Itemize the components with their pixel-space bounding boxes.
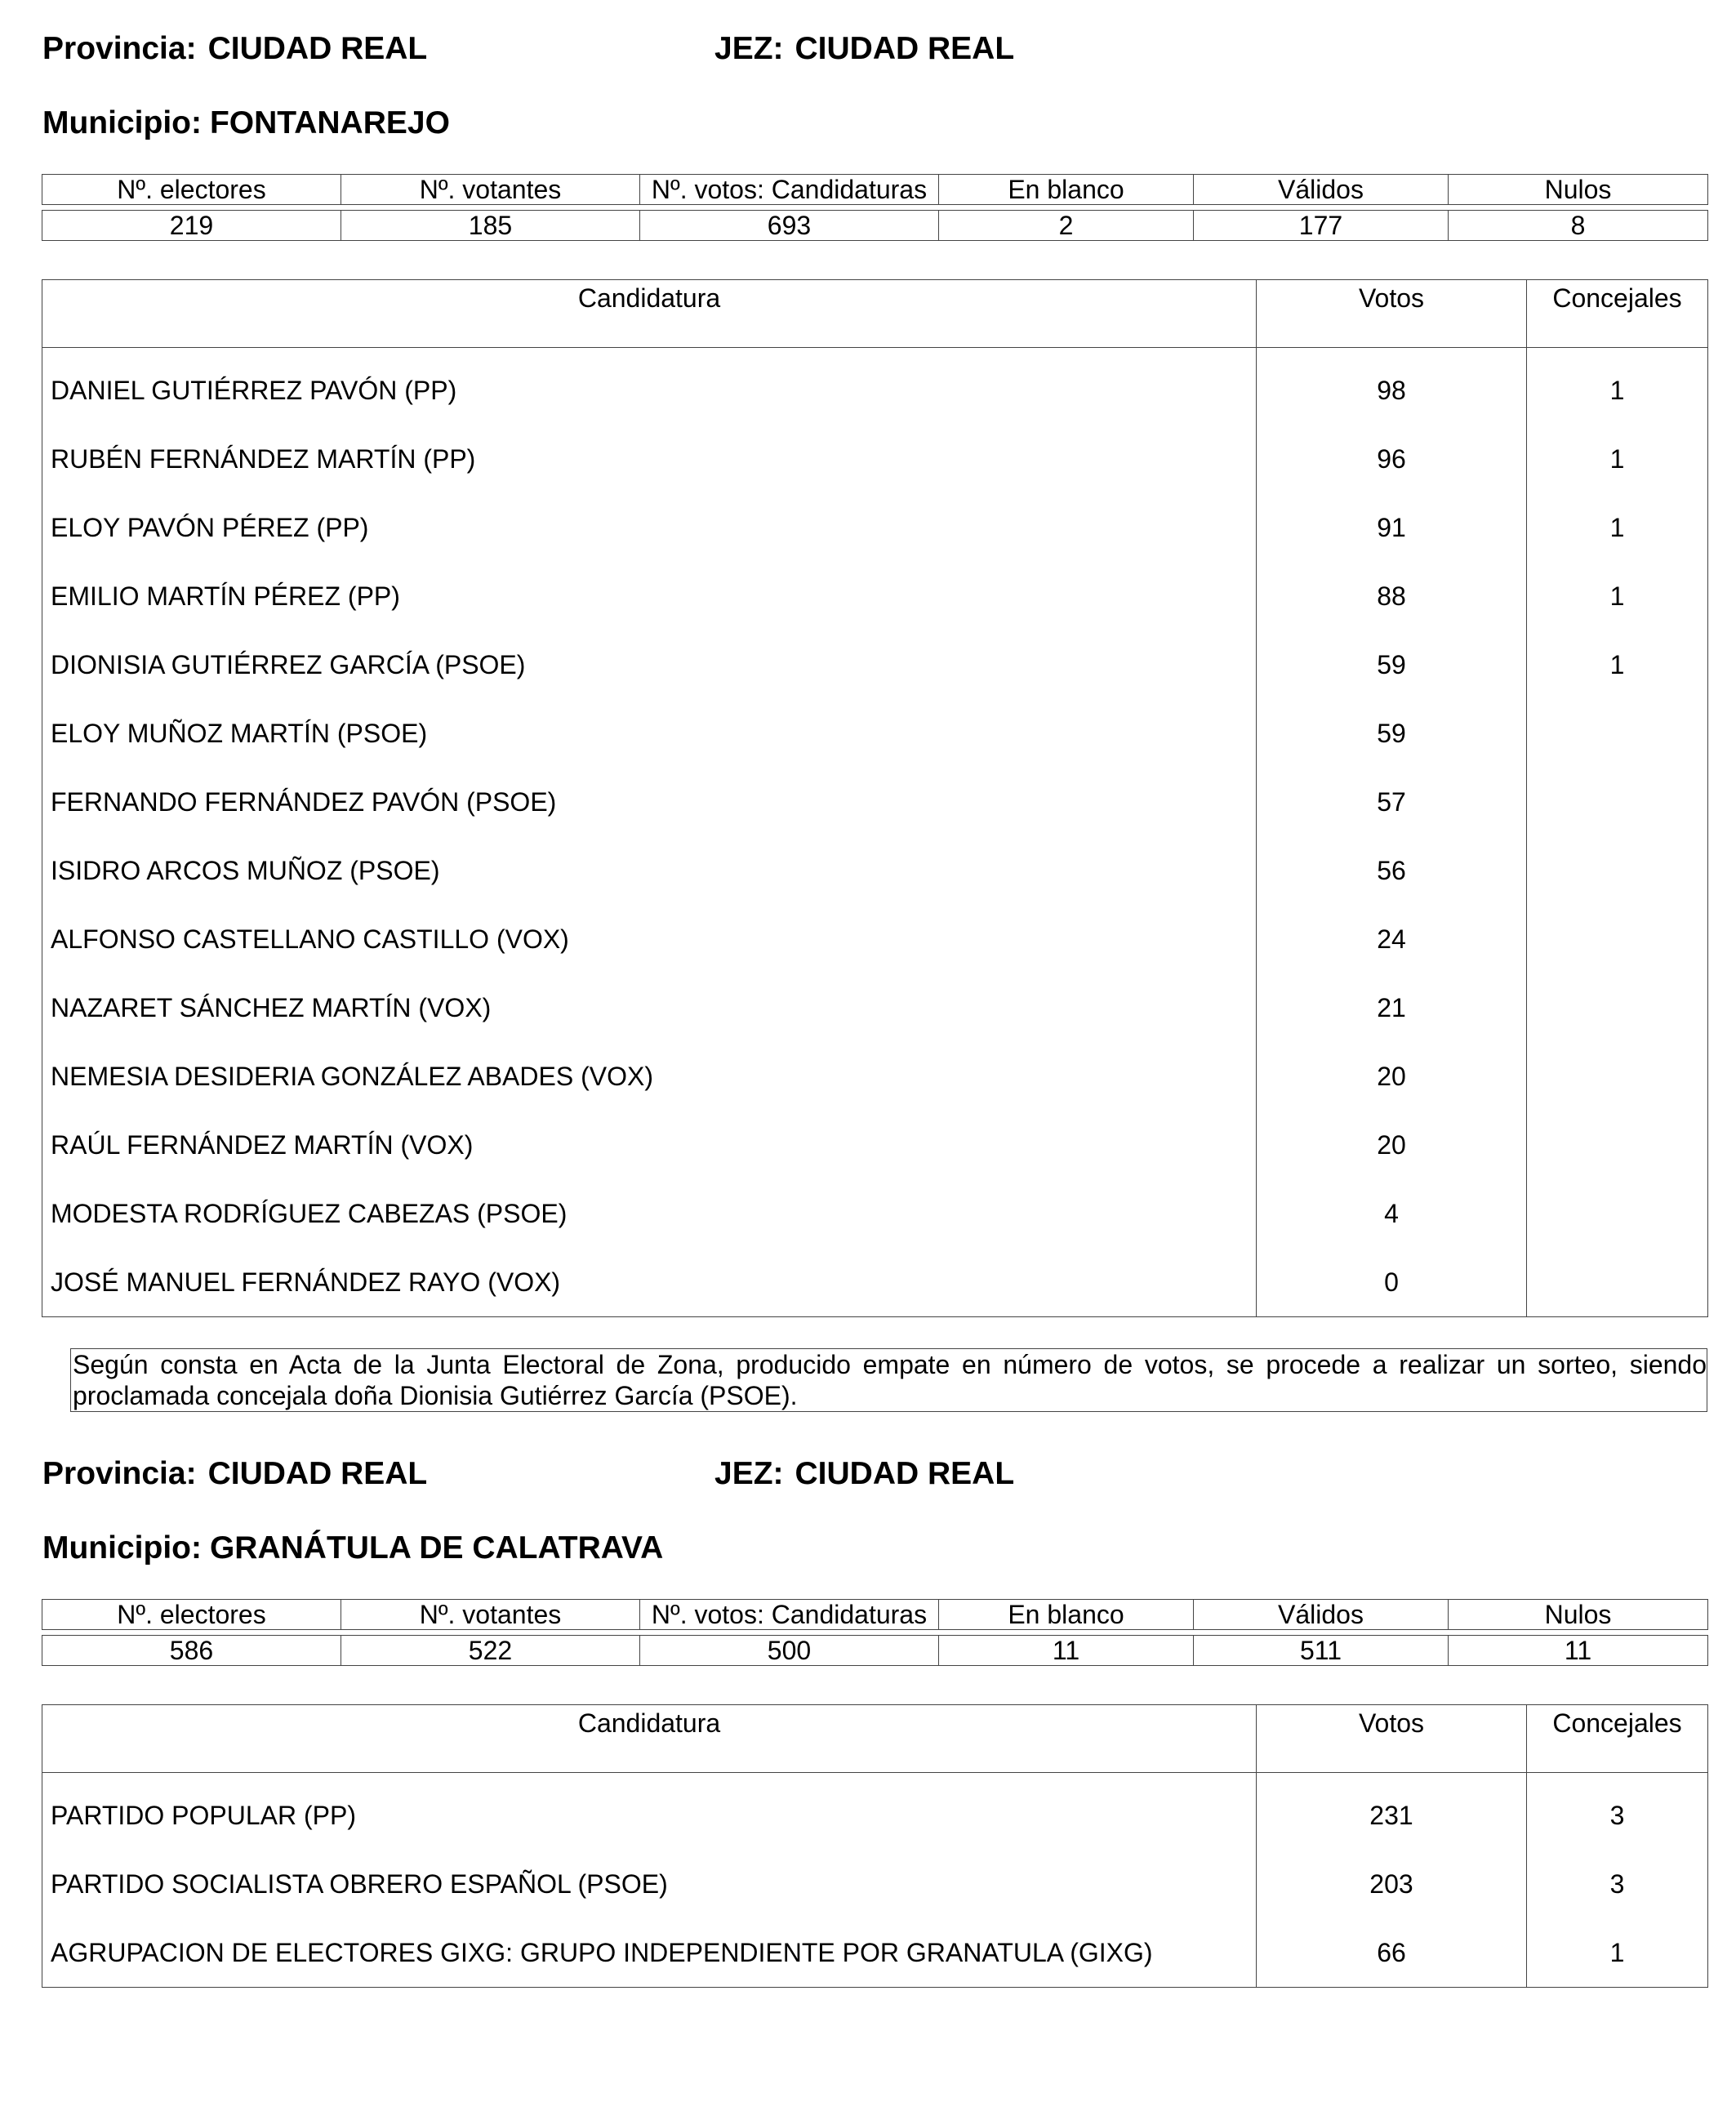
header-provincia-1: [42, 33, 427, 65]
summary-header-cell: Nº. votantes: [341, 1600, 640, 1630]
candidate-row: [42, 1773, 1708, 1851]
candidates-table-1: [42, 279, 1708, 1317]
candidate-seats: 1: [1527, 348, 1708, 425]
candidate-name: FERNANDO FERNÁNDEZ PAVÓN (PSOE): [42, 768, 1257, 836]
candidate-row: [42, 1850, 1708, 1918]
candidate-votes: 20: [1257, 1111, 1527, 1179]
candidate-votes: 4: [1257, 1179, 1527, 1248]
summary-header-cell: Nº. votos: Candidaturas: [640, 1600, 939, 1630]
summary-value-cell: 185: [341, 211, 640, 241]
header-jez-1: [714, 33, 1014, 65]
summary-value-cell: 8: [1449, 211, 1708, 241]
jez-label: JEZ:: [714, 31, 784, 66]
summary-header-cell: En blanco: [939, 175, 1194, 205]
municipio-value: FONTANAREJO: [209, 105, 450, 140]
summary-header-row: [42, 1600, 1708, 1630]
summary-value-cell: 693: [640, 211, 939, 241]
candidate-name: AGRUPACION DE ELECTORES GIXG: GRUPO INDEPENDIENTE POR GRANATULA (GIXG): [42, 1918, 1257, 1988]
jez-label: JEZ:: [714, 1456, 784, 1491]
candidate-votes: 59: [1257, 630, 1527, 699]
candidate-row: [42, 425, 1708, 493]
candidate-seats: [1527, 1111, 1708, 1179]
header-municipio-1: [42, 107, 450, 139]
candidate-votes: 88: [1257, 562, 1527, 630]
municipio-label: Municipio:: [42, 1530, 202, 1566]
candidate-row: [42, 768, 1708, 836]
summary-value-cell: 2: [939, 211, 1194, 241]
candidate-votes: 0: [1257, 1248, 1527, 1317]
summary-gap: [42, 205, 1708, 211]
candidate-row: [42, 630, 1708, 699]
candidate-votes: 21: [1257, 973, 1527, 1042]
summary-value-cell: 586: [42, 1636, 341, 1666]
candidate-name: DANIEL GUTIÉRREZ PAVÓN (PP): [42, 348, 1257, 425]
provincia-label: Provincia:: [42, 1456, 197, 1491]
candidate-row: [42, 1248, 1708, 1317]
candidate-seats: [1527, 768, 1708, 836]
candidate-name: MODESTA RODRÍGUEZ CABEZAS (PSOE): [42, 1179, 1257, 1248]
candidate-row: [42, 1918, 1708, 1988]
candidate-seats: 1: [1527, 630, 1708, 699]
candidate-row: [42, 1111, 1708, 1179]
candidate-seats: 1: [1527, 425, 1708, 493]
candidate-name: ELOY MUÑOZ MARTÍN (PSOE): [42, 699, 1257, 768]
summary-value-row: [42, 211, 1708, 241]
summary-header-cell: Nº. votantes: [341, 175, 640, 205]
candidate-row: [42, 973, 1708, 1042]
candidate-row: [42, 562, 1708, 630]
candidate-name: JOSÉ MANUEL FERNÁNDEZ RAYO (VOX): [42, 1248, 1257, 1317]
candidate-seats: 1: [1527, 1918, 1708, 1988]
candidate-name: ELOY PAVÓN PÉREZ (PP): [42, 493, 1257, 562]
candidate-votes: 203: [1257, 1850, 1527, 1918]
summary-value-cell: 11: [939, 1636, 1194, 1666]
candidate-name: RAÚL FERNÁNDEZ MARTÍN (VOX): [42, 1111, 1257, 1179]
candidate-votes: 59: [1257, 699, 1527, 768]
candidate-name: NAZARET SÁNCHEZ MARTÍN (VOX): [42, 973, 1257, 1042]
jez-value: CIUDAD REAL: [795, 31, 1015, 66]
candidatura-header: Candidatura: [42, 1705, 1257, 1773]
candidate-votes: 91: [1257, 493, 1527, 562]
candidate-name: ALFONSO CASTELLANO CASTILLO (VOX): [42, 905, 1257, 973]
candidate-name: NEMESIA DESIDERIA GONZÁLEZ ABADES (VOX): [42, 1042, 1257, 1111]
header-provincia-2: [42, 1458, 427, 1490]
header-municipio-2: [42, 1532, 663, 1564]
candidate-row: [42, 348, 1708, 425]
candidate-name: ISIDRO ARCOS MUÑOZ (PSOE): [42, 836, 1257, 905]
candidate-votes: 24: [1257, 905, 1527, 973]
candidate-votes: 231: [1257, 1773, 1527, 1851]
candidate-name: PARTIDO POPULAR (PP): [42, 1773, 1257, 1851]
candidate-seats: [1527, 699, 1708, 768]
candidate-row: [42, 699, 1708, 768]
candidate-name: EMILIO MARTÍN PÉREZ (PP): [42, 562, 1257, 630]
summary-value-row: [42, 1636, 1708, 1666]
candidate-seats: 3: [1527, 1850, 1708, 1918]
candidate-votes: 98: [1257, 348, 1527, 425]
summary-value-cell: 219: [42, 211, 341, 241]
candidate-seats: 1: [1527, 562, 1708, 630]
candidate-row: [42, 493, 1708, 562]
candidate-votes: 56: [1257, 836, 1527, 905]
summary-table-2: [42, 1599, 1708, 1666]
candidates-body: [42, 348, 1708, 1317]
candidate-seats: 3: [1527, 1773, 1708, 1851]
candidates-header-row: [42, 280, 1708, 348]
candidate-votes: 20: [1257, 1042, 1527, 1111]
provincia-label: Provincia:: [42, 31, 197, 66]
summary-header-cell: Nulos: [1449, 1600, 1708, 1630]
summary-header-cell: Válidos: [1194, 1600, 1449, 1630]
candidate-seats: 1: [1527, 493, 1708, 562]
summary-table-1: [42, 174, 1708, 241]
summary-value-cell: 177: [1194, 211, 1449, 241]
concejales-header: Concejales: [1527, 280, 1708, 348]
candidate-name: DIONISIA GUTIÉRREZ GARCÍA (PSOE): [42, 630, 1257, 699]
candidate-row: [42, 1179, 1708, 1248]
candidates-table-2: [42, 1704, 1708, 1988]
summary-value-cell: 500: [640, 1636, 939, 1666]
municipio-label: Municipio:: [42, 105, 202, 140]
candidate-row: [42, 905, 1708, 973]
candidate-votes: 57: [1257, 768, 1527, 836]
summary-header-cell: Nº. electores: [42, 175, 341, 205]
candidate-name: PARTIDO SOCIALISTA OBRERO ESPAÑOL (PSOE): [42, 1850, 1257, 1918]
candidate-votes: 96: [1257, 425, 1527, 493]
summary-header-cell: Válidos: [1194, 175, 1449, 205]
summary-header-cell: Nº. votos: Candidaturas: [640, 175, 939, 205]
candidate-votes: 66: [1257, 1918, 1527, 1988]
concejales-header: Concejales: [1527, 1705, 1708, 1773]
summary-header-row: [42, 175, 1708, 205]
summary-header-cell: Nº. electores: [42, 1600, 341, 1630]
candidate-row: [42, 1042, 1708, 1111]
candidate-name: RUBÉN FERNÁNDEZ MARTÍN (PP): [42, 425, 1257, 493]
summary-header-cell: En blanco: [939, 1600, 1194, 1630]
municipio-value: GRANÁTULA DE CALATRAVA: [209, 1530, 664, 1566]
header-jez-2: [714, 1458, 1014, 1490]
summary-header-cell: Nulos: [1449, 175, 1708, 205]
summary-value-cell: 511: [1194, 1636, 1449, 1666]
summary-gap: [42, 1630, 1708, 1636]
candidate-seats: [1527, 1248, 1708, 1317]
candidatura-header: Candidatura: [42, 280, 1257, 348]
candidate-seats: [1527, 905, 1708, 973]
tie-break-note: Según consta en Acta de la Junta Electoral de Zona, producido empate en número de votos, se procede a realizar un sorteo, siendo proclamada concejala doña Dionisia Gutiérrez García (PSOE).: [70, 1348, 1707, 1412]
candidates-body: [42, 1773, 1708, 1988]
votos-header: Votos: [1257, 1705, 1527, 1773]
candidate-seats: [1527, 1179, 1708, 1248]
summary-value-cell: 522: [341, 1636, 640, 1666]
candidate-seats: [1527, 1042, 1708, 1111]
summary-value-cell: 11: [1449, 1636, 1708, 1666]
provincia-value: CIUDAD REAL: [207, 31, 428, 66]
candidate-seats: [1527, 973, 1708, 1042]
candidate-seats: [1527, 836, 1708, 905]
candidates-header-row: [42, 1705, 1708, 1773]
candidate-row: [42, 836, 1708, 905]
votos-header: Votos: [1257, 280, 1527, 348]
jez-value: CIUDAD REAL: [795, 1456, 1015, 1491]
provincia-value: CIUDAD REAL: [207, 1456, 428, 1491]
